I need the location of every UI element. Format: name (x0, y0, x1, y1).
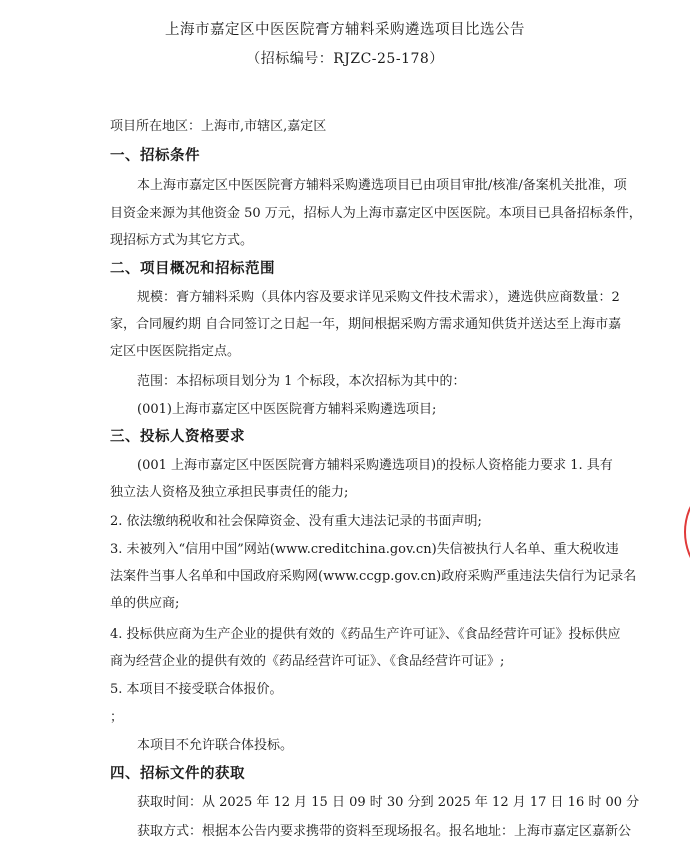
paragraph-line: 范围：本招标项目划分为 1 个标段，本次招标为其中的： (137, 374, 466, 389)
paragraph-line: 3. 未被列入“信用中国”网站(www.creditchina.gov.cn)失信被执行人名单、重大税收违 (110, 542, 619, 557)
paragraph-line: 本上海市嘉定区中医医院膏方辅料采购遴选项目已由项目审批/核准/备案机关批准，项 (137, 178, 627, 193)
paragraph-line: (001)上海市嘉定区中医医院膏方辅料采购遴选项目; (137, 402, 437, 417)
paragraph-line: (001 上海市嘉定区中医医院膏方辅料采购遴选项目)的投标人资格能力要求 1. 具有 (137, 458, 613, 473)
paragraph-line: 现招标方式为其它方式。 (110, 233, 254, 248)
bid-number: （招标编号：RJZC-25-178） (246, 51, 444, 67)
paragraph-line: 定区中医医院指定点。 (110, 344, 241, 359)
paragraph-line: 法案件当事人名单和中国政府采购网(www.ccgp.gov.cn)政府采购严重违法失信行为记录名 (110, 569, 637, 584)
paragraph-line: ； (110, 710, 124, 725)
paragraph-line: 家，合同履约期 自合同签订之日起一年，期间根据采购方需求通知供货并送达至上海市嘉 (110, 317, 622, 332)
paragraph-line: 5. 本项目不接受联合体报价。 (110, 682, 283, 697)
section-heading-project-overview: 二、项目概况和招标范围 (110, 260, 275, 277)
paragraph-line: 2. 依法缴纳税收和社会保障资金、没有重大违法记录的书面声明; (110, 514, 482, 529)
paragraph-line: 4. 投标供应商为生产企业的提供有效的《药品生产许可证》、《食品经营许可证》投标供应 (110, 627, 621, 642)
paragraph-line: 获取时间：从 2025 年 12 月 15 日 09 时 30 分到 2025 年 12 月 17 日 16 时 00 分 (137, 795, 640, 810)
project-region: 项目所在地区：上海市,市辖区,嘉定区 (110, 119, 327, 134)
document-title: 上海市嘉定区中医医院膏方辅料采购遴选项目比选公告 (165, 22, 525, 38)
section-heading-obtain-documents: 四、招标文件的获取 (110, 765, 245, 782)
section-heading-bidder-qualifications: 三、投标人资格要求 (110, 428, 245, 445)
paragraph-line: 独立法人资格及独立承担民事责任的能力; (110, 485, 349, 500)
paragraph-line: 获取方式：根据本公告内要求携带的资料至现场报名。报名地址：上海市嘉定区嘉新公 (137, 824, 632, 839)
paragraph-line: 本项目不允许联合体投标。 (137, 738, 294, 753)
paragraph-line: 目资金来源为其他资金 50 万元，招标人为上海市嘉定区中医医院。本项目已具备招标条件， (110, 206, 642, 221)
paragraph-line: 商为经营企业的提供有效的《药品经营许可证》、《食品经营许可证》; (110, 654, 505, 669)
red-seal-stamp (684, 472, 690, 592)
paragraph-line: 规模：膏方辅料采购（具体内容及要求详见采购文件技术需求），遴选供应商数量：2 (137, 290, 620, 305)
section-heading-bid-conditions: 一、招标条件 (110, 147, 200, 164)
paragraph-line: 单的供应商; (110, 596, 180, 611)
